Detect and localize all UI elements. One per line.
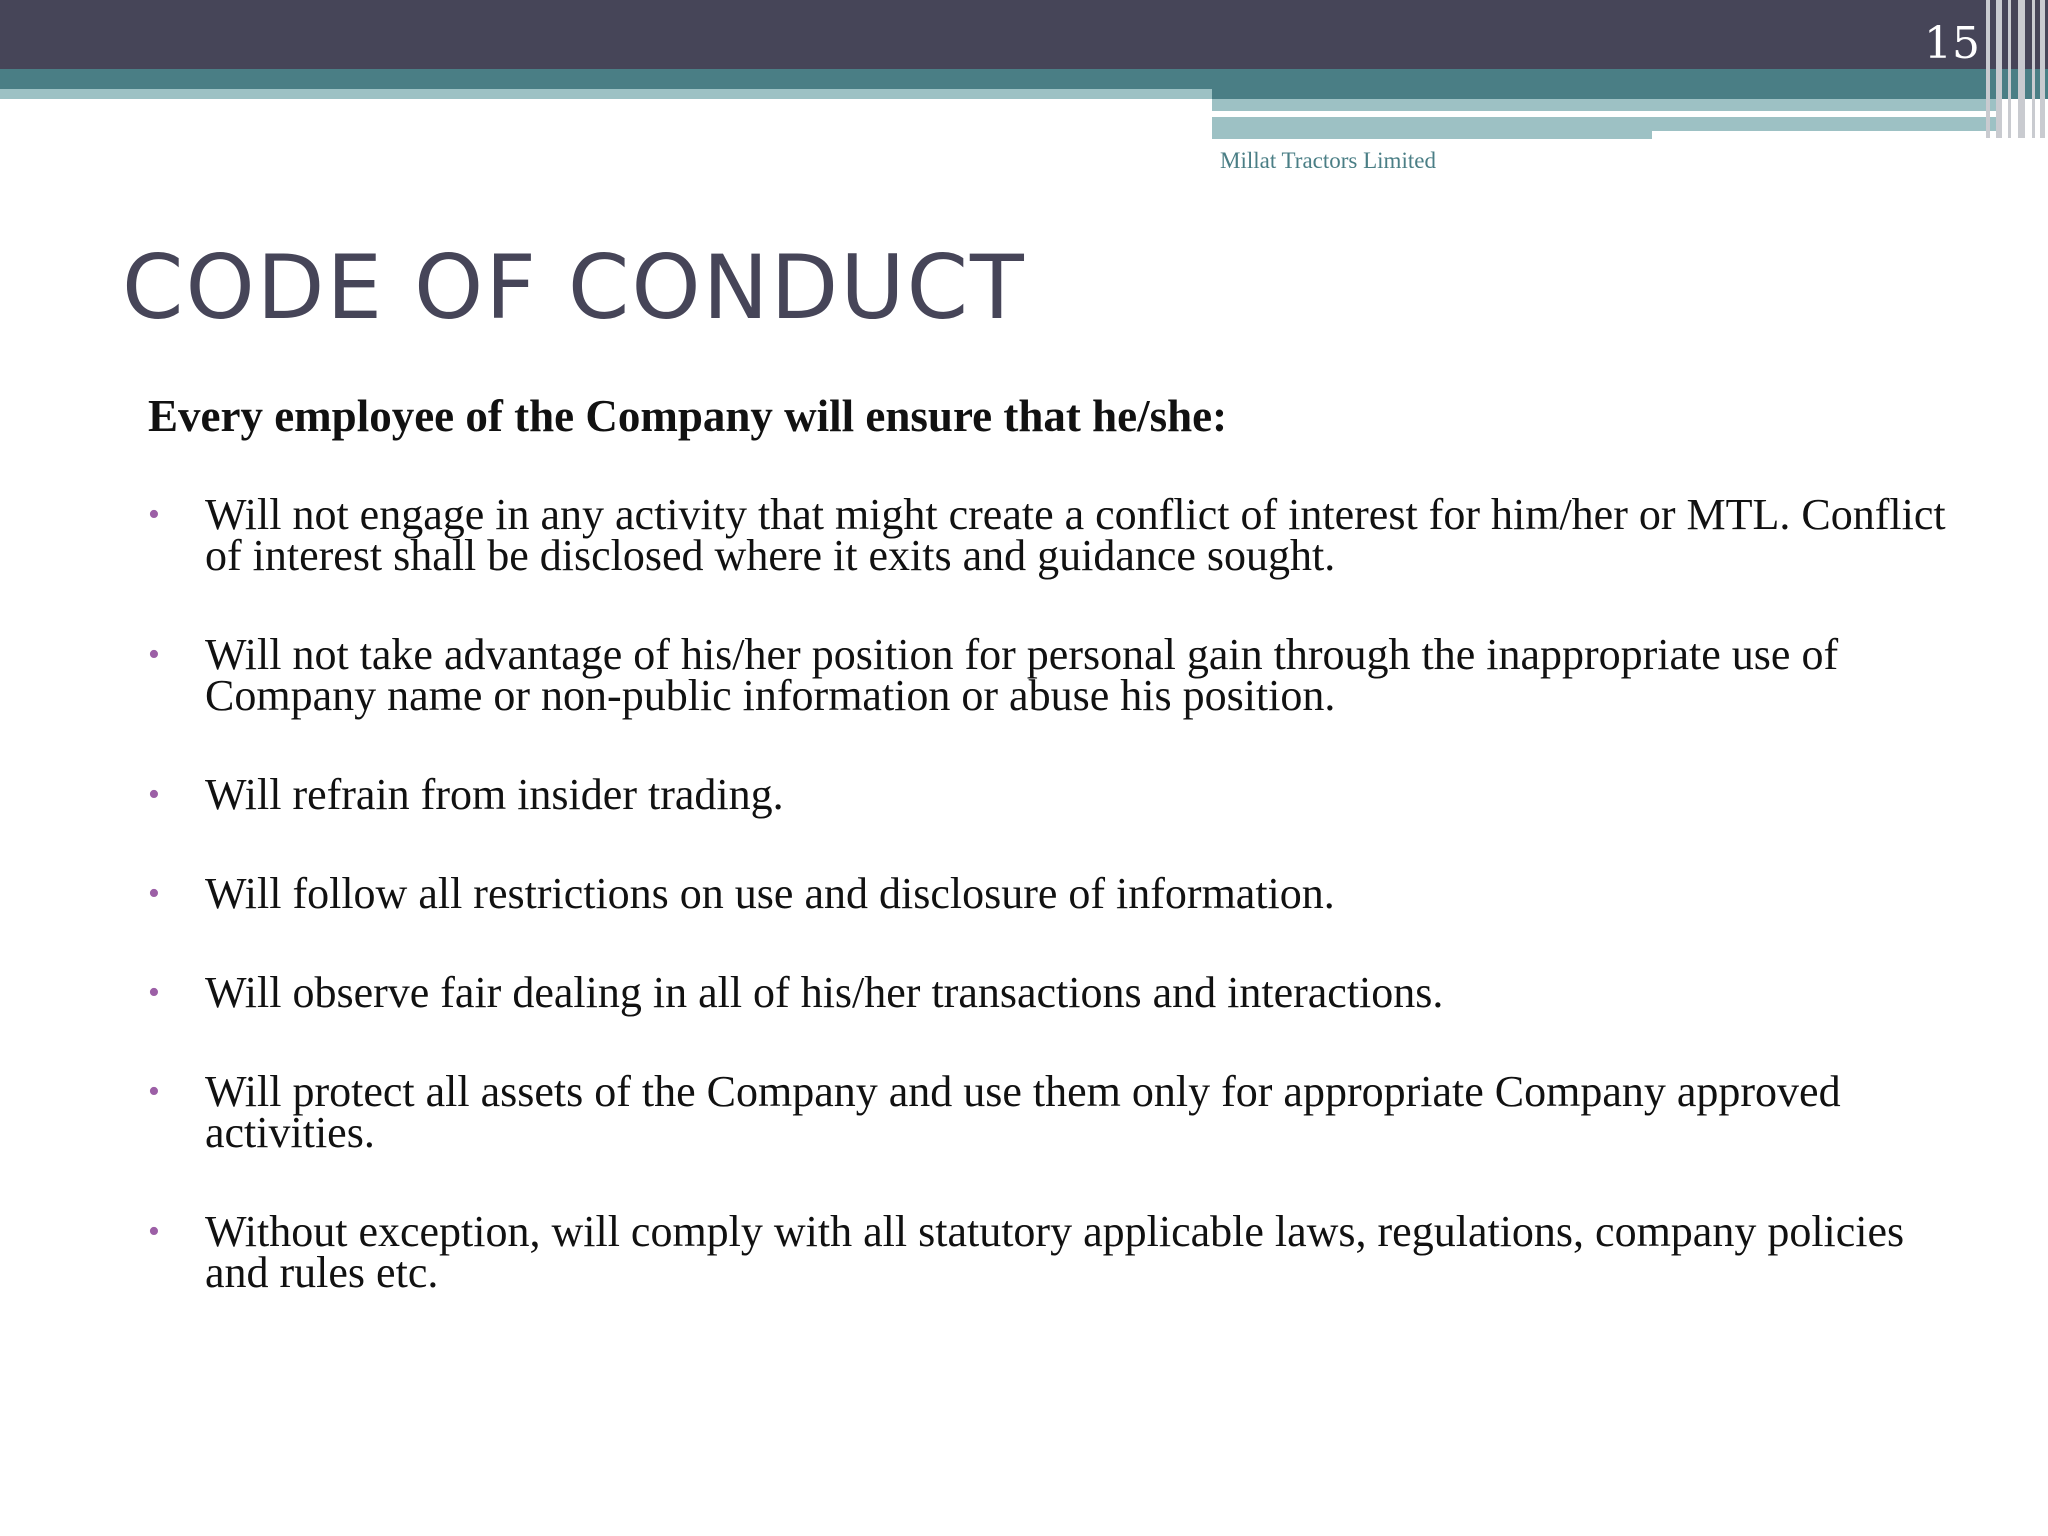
bullet-list — [148, 490, 1948, 1351]
bullet-text: Will follow all restrictions on use and disclosure of information. — [205, 869, 1335, 918]
bullet-text: Will refrain from insider trading. — [205, 770, 784, 819]
bullet-item — [148, 630, 1948, 720]
company-name: Millat Tractors Limited — [1220, 148, 1436, 173]
header-teal-band — [0, 69, 1212, 89]
intro-statement: Every employee of the Company will ensure that he/she: — [148, 391, 1228, 441]
decorative-stripes — [1980, 0, 2048, 138]
bullet-item — [148, 1067, 1948, 1157]
header-light-tab-right — [1652, 117, 2002, 131]
bullet-dot-icon: • — [148, 974, 160, 1011]
bullet-dot-icon: • — [148, 1213, 160, 1250]
bullet-dot-icon: • — [148, 875, 160, 912]
bullet-text: Will not take advantage of his/her position for personal gain through the inappropriate use of Company name or non-public information or abuse his position. — [205, 630, 1839, 720]
header-dark-band — [0, 0, 2048, 69]
bullet-item — [148, 490, 1948, 580]
bullet-dot-icon: • — [148, 496, 160, 533]
bullet-dot-icon: • — [148, 636, 160, 673]
bullet-text: Will not engage in any activity that might create a conflict of interest for him/her or MTL. Conflict of interest shall be disclosed where it exits and guidance sought. — [205, 490, 1946, 580]
bullet-text: Will protect all assets of the Company and use them only for appropriate Company approved activities. — [205, 1067, 1841, 1157]
slide-title: CODE OF CONDUCT — [122, 236, 1026, 339]
header-light-band — [0, 89, 1212, 99]
page-number: 15 — [1924, 18, 1980, 69]
bullet-dot-icon: • — [148, 1073, 160, 1110]
header-light-tab — [1212, 117, 1652, 139]
bullet-dot-icon: • — [148, 776, 160, 813]
bullet-item — [148, 968, 1948, 1017]
bullet-item — [148, 1207, 1948, 1297]
bullet-text: Will observe fair dealing in all of his/her transactions and interactions. — [205, 968, 1444, 1017]
header-teal-band-right — [1212, 69, 2048, 99]
bullet-text: Without exception, will comply with all statutory applicable laws, regulations, company policies and rules etc. — [205, 1207, 1905, 1297]
bullet-item — [148, 770, 1948, 819]
header-light-band-right — [1212, 99, 2002, 111]
bullet-item — [148, 869, 1948, 918]
